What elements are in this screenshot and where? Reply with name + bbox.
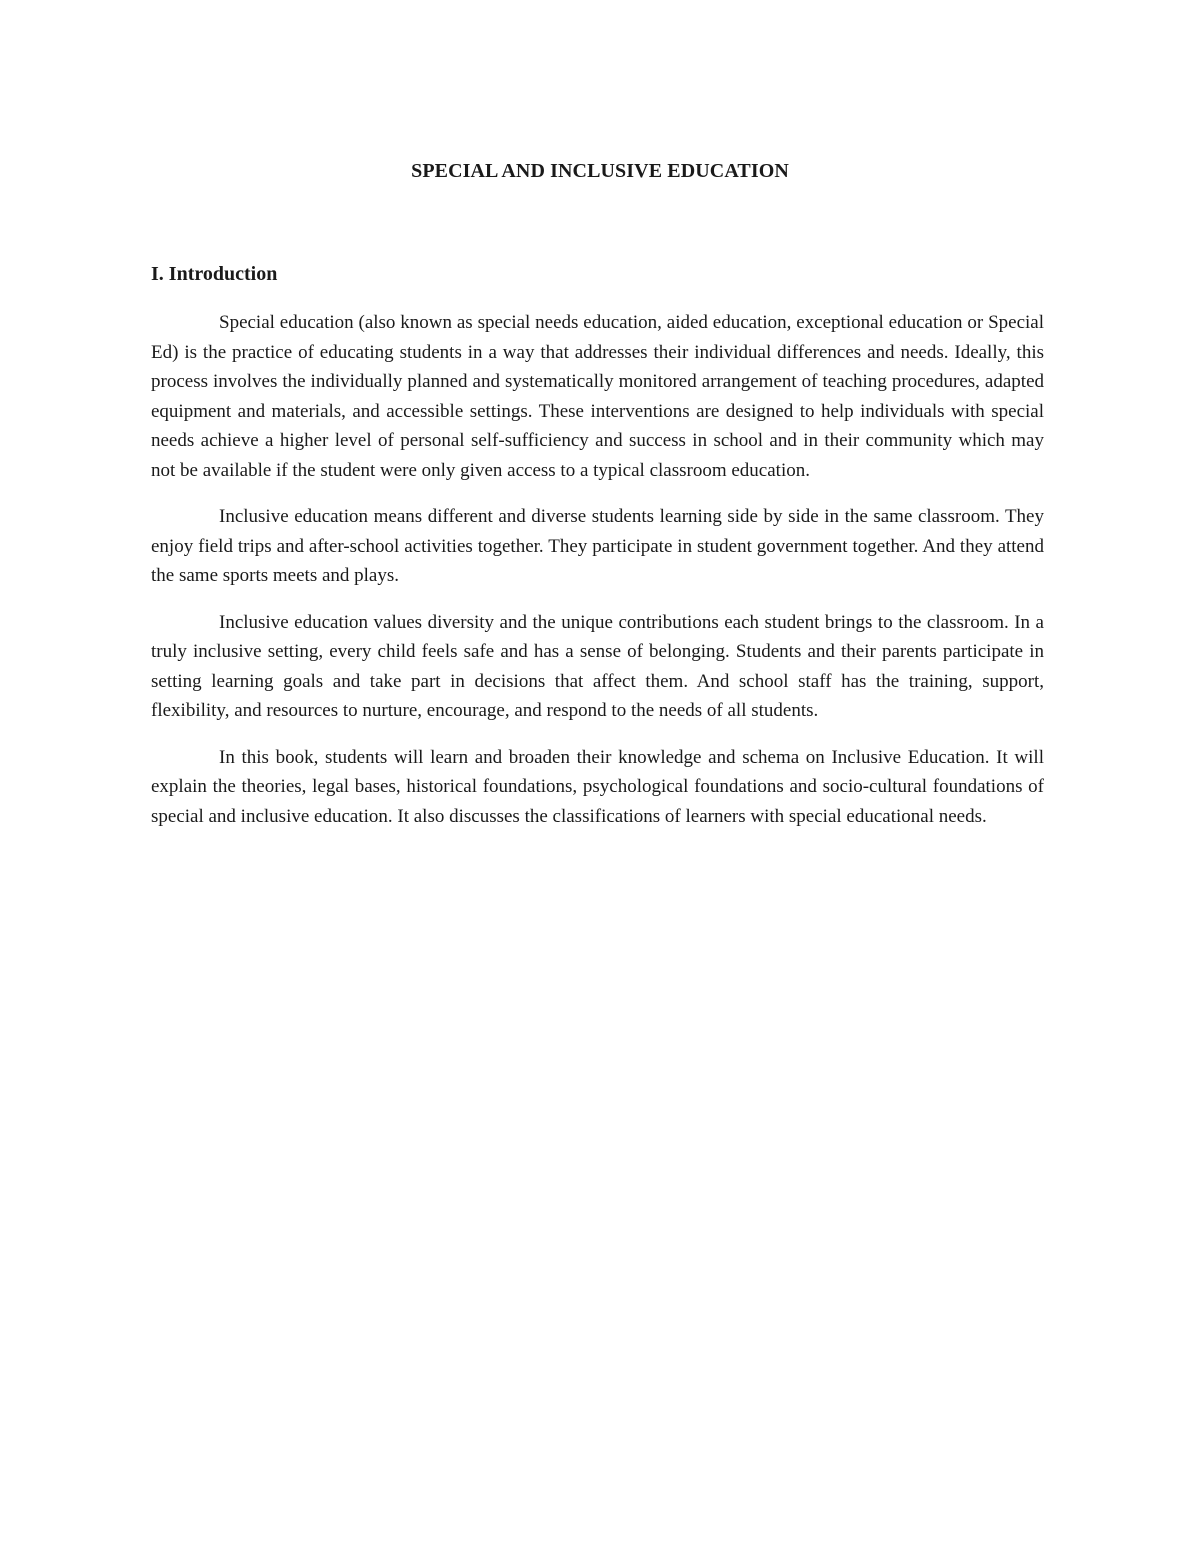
paragraph-inclusive-education-values: Inclusive education values diversity and the unique contributions each student brings to the classroom. In a truly inclusive setting, every child feels safe and has a sense of belonging. Students and their parents participate in setting learning goals and take part in decisions that affect them. And school staff has the training, support, flexibility, and resources to nurture, encourage, and respond to the needs of all students. <box>151 611 1044 721</box>
document-title: SPECIAL AND INCLUSIVE EDUCATION <box>411 160 789 182</box>
document-body <box>151 258 1044 848</box>
section-heading: I. Introduction <box>151 263 278 285</box>
paragraph-inclusive-education-definition: Inclusive education means different and diverse students learning side by side in the same classroom. They enjoy field trips and after-school activities together. They participate in student government together. And they attend the same sports meets and plays. <box>151 506 1044 586</box>
paragraph-book-overview: In this book, students will learn and broaden their knowledge and schema on Inclusive Education. It will explain the theories, legal bases, historical foundations, psychological foundations and socio-cultural foundations of special and inclusive education. It also discusses the classifications of learners with special educational needs. <box>151 746 1044 827</box>
paragraph-special-education: Special education (also known as special needs education, aided education, exceptional education or Special Ed) is the practice of educating students in a way that addresses their individual differences and needs. Ideally, this process involves the individually planned and systematically monitored arrangement of teaching procedures, adapted equipment and materials, and accessible settings. These interventions are designed to help individuals with special needs achieve a higher level of personal self-sufficiency and success in school and in their community which may not be available if the student were only given access to a typical classroom education. <box>151 312 1044 481</box>
